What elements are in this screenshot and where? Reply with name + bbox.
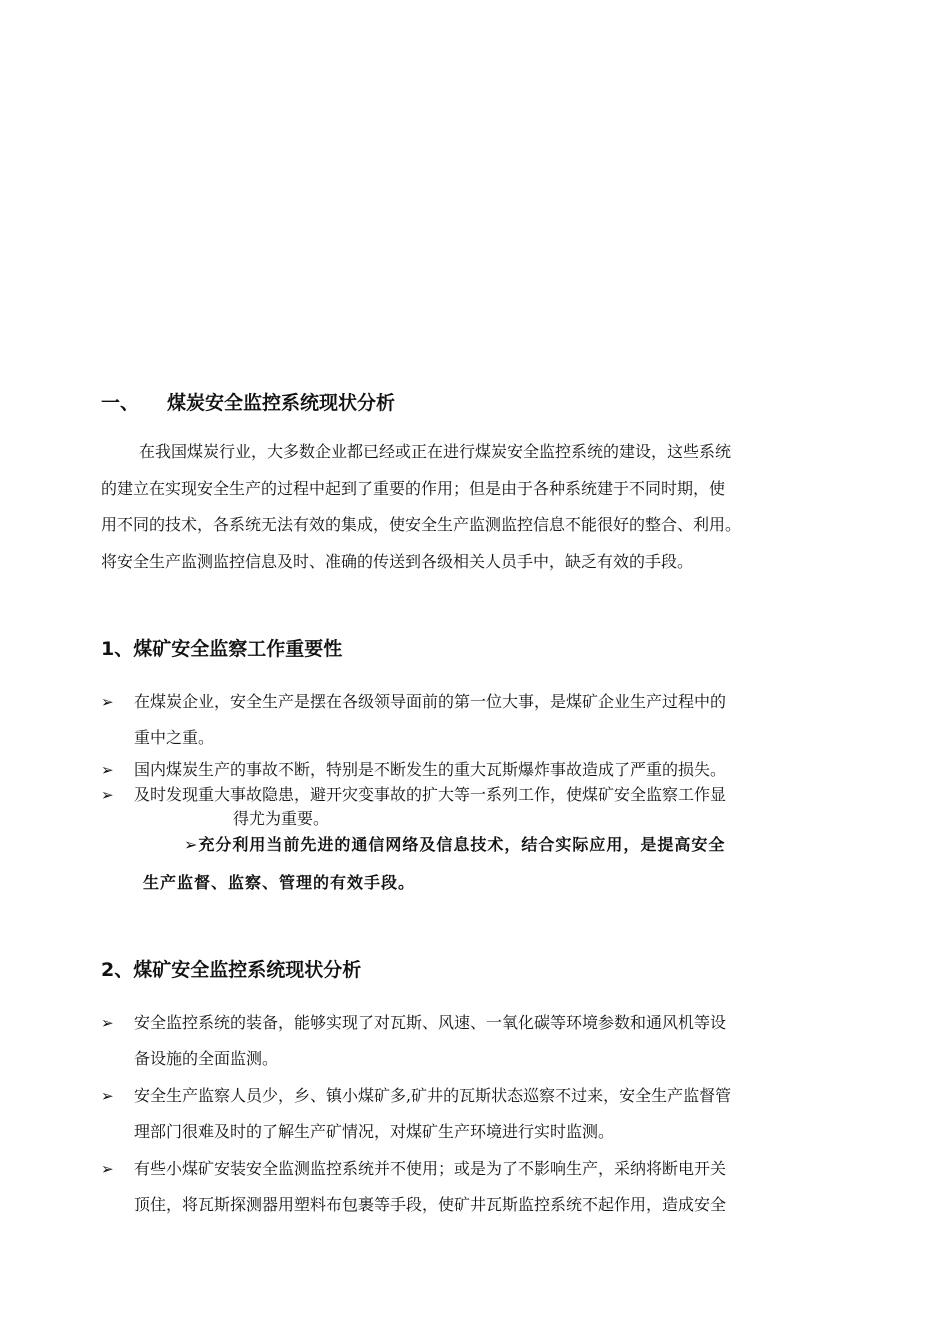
bullet-item: [101, 684, 871, 756]
bullet-line: 安全监控系统的装备，能够实现了对瓦斯、风速、一氧化碳等环境参数和通风机等设: [134, 1013, 727, 1032]
bullet-item: [101, 758, 871, 782]
paragraph-line: 用不同的技术，各系统无法有效的集成，使安全生产监测监控信息不能很好的整合、利用。: [101, 515, 742, 534]
highlight-line: 生产监督、监察、管理的有效手段。: [143, 873, 416, 892]
paragraph-line: 在我国煤炭行业，大多数企业都已经或正在进行煤炭安全监控系统的建设，这些系统: [139, 442, 732, 461]
bullet-line: 顶住，将瓦斯探测器用塑料布包裹等手段，使矿井瓦斯监控系统不起作用，造成安全: [134, 1195, 727, 1214]
paragraph-line: 的建立在实现安全生产的过程中起到了重要的作用；但是由于各种系统建于不同时期，使: [101, 478, 726, 498]
bullet-item: [101, 1078, 871, 1150]
arrow-bullet-icon: ➢: [101, 1160, 114, 1178]
highlight-line: ➢充分利用当前先进的通信网络及信息技术，结合实际应用，是提高安全: [184, 835, 726, 854]
bullet-line: 备设施的全面监测。: [134, 1049, 279, 1068]
section-number: 一、: [101, 392, 140, 414]
section-heading-3: 2、煤矿安全监控系统现状分析: [101, 959, 362, 981]
arrow-bullet-icon: ➢: [101, 693, 114, 711]
bullet-line: 安全生产监察人员少，乡、镇小煤矿多,矿井的瓦斯状态巡察不过来，安全生产监督管: [134, 1086, 732, 1105]
arrow-bullet-icon: ➢: [101, 761, 114, 779]
bullet-line: 有些小煤矿安装安全监测监控系统并不使用；或是为了不影响生产，采纳将断电开关: [134, 1159, 727, 1178]
bullet-line: 理部门很难及时的了解生产矿情况，对煤矿生产环境进行实时监测。: [134, 1122, 615, 1141]
bullet-line: 及时发现重大事故隐患，避开灾变事故的扩大等一系列工作，使煤矿安全监察工作显: [134, 785, 727, 804]
bullet-line: 国内煤炭生产的事故不断，特别是不断发生的重大瓦斯爆炸事故造成了严重的损失。: [134, 760, 727, 779]
arrow-bullet-icon: ➢: [101, 1014, 114, 1032]
paragraph-line: 将安全生产监测监控信息及时、准确的传送到各级相关人员手中，缺乏有效的手段。: [101, 551, 694, 571]
section-heading-1: [101, 388, 395, 415]
section-title: 煤炭安全监控系统现状分析: [167, 392, 396, 414]
bullet-item: [101, 1005, 871, 1077]
bullet-line: 得尤为重要。: [233, 809, 330, 828]
bullet-item: [101, 783, 871, 831]
bullet-item: [101, 1151, 871, 1223]
bullet-line: 重中之重。: [134, 728, 215, 747]
bullet-line: 在煤炭企业，安全生产是摆在各级领导面前的第一位大事，是煤矿企业生产过程中的: [134, 692, 727, 711]
arrow-bullet-icon: ➢: [101, 786, 114, 804]
arrow-bullet-icon: ➢: [101, 1087, 114, 1105]
intro-paragraph: [101, 434, 861, 580]
section-heading-2: 1、煤矿安全监察工作重要性: [101, 638, 343, 660]
